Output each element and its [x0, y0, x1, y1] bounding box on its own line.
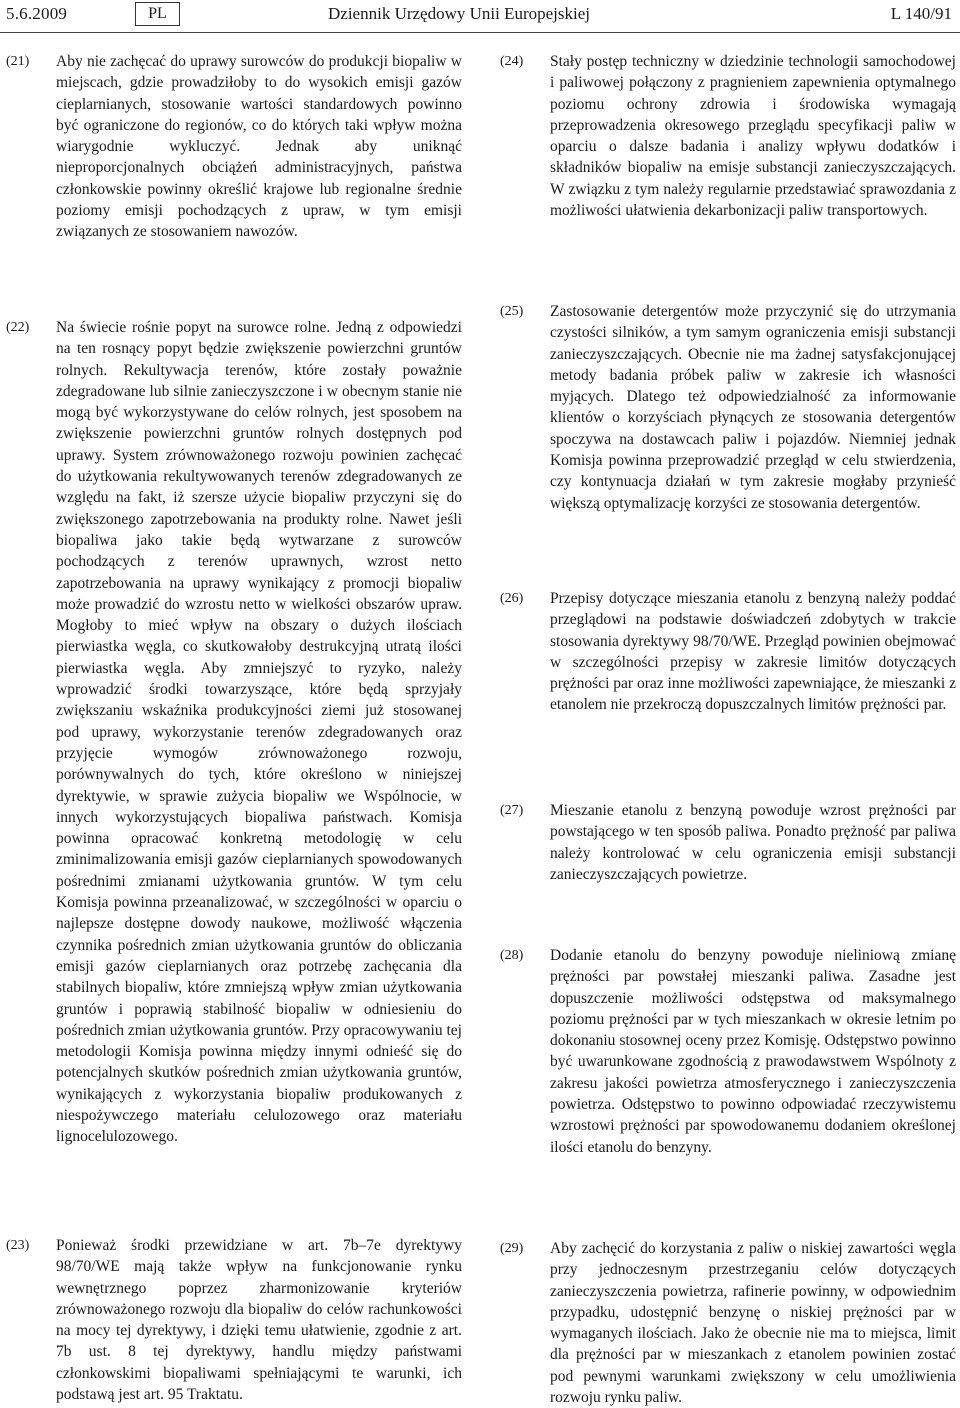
recital-number: (28)	[500, 948, 524, 963]
recital-number: (23)	[6, 1238, 30, 1253]
recital-number: (25)	[500, 304, 524, 319]
recital-text: Aby nie zachęcać do uprawy surowców do produkcji biopaliw w miejscach, gdzie prowadziłoby to do wysokich emisji gazów cieplarnianych, stosowanie wartości standardowych powinno być ograniczone do regionów, co do których taki wpływ można wiarygodnie wykluczyć. Jednak aby uniknąć nieproporcjonalnych obciążeń administracyjnych, państwa członkowskie powinny określić krajowe lub regionalne średnie poziomy emisji pochodzących z upraw, w tym emisji związanych ze stosowaniem nawozów.	[56, 53, 462, 241]
publication-date: 5.6.2009	[6, 4, 68, 23]
recital-text: Ponieważ środki przewidziane w art. 7b–7e dyrektywy 98/70/WE mają także wpływ na funkcjonowanie rynku wewnętrznego poprzez zharmonizowanie kryteriów zrównoważonego rozwoju dla biopaliw do celów rachunkowości na mocy tej dyrektywy, i dzięki temu ułatwienie, zgodnie z art. 7b ust. 8 tej dyrektywy, handlu między państwami członkowskimi biopaliwami spełniającymi te warunki, ich podstawą jest art. 95 Traktatu.	[56, 1237, 462, 1404]
recital-text: Na świecie rośnie popyt na surowce rolne. Jedną z odpowiedzi na ten rosnący popyt będzie zwiększenie powierzchni gruntów rolnych. Rekultywacja terenów, które zostały poważnie zdegradowane lub silnie zanieczyszczone i w obecnym stanie nie mogą być wykorzystywane do celów rolnych, jest sposobem na zwiększenie powierzchni gruntów rolnych dostępnych pod uprawy. System zrównoważonego rozwoju powinien zachęcać do użytkowania rekultywowanych terenów zdegradowanych ze względu na fakt, iż szersze użycie biopaliw przyczyni się do zwiększonego zapotrzebowania na produkty rolne. Nawet jeśli biopaliwa jako takie będą wytwarzane z surowców pochodzących z terenów uprawnych, wzrost netto zapotrzebowania na uprawy wynikający z promocji biopaliw może prowadzić do wzrostu netto w wielkości obszarów upraw. Mogłoby to mieć wpływ na obszary o dużych ilościach pierwiastka węgla, co skutkowałoby destrukcyjną utratą ilości pierwiastka węgla. Aby zmniejszyć to ryzyko, należy wprowadzić środki towarzyszące, które będą sprzyjały zwiększaniu wskaźnika produkcyjności ziemi już stosowanej pod uprawy, wykorzystanie terenów zdegradowanych oraz przyjęcie wymogów zrównoważonego rozwoju, porównywalnych do tych, które określono w niniejszej dyrektywie, w sprawie zużycia biopaliw we Wspólnocie, w innych wykorzystujących biopaliwa państwach. Komisja powinna opracować konkretną metodologię w celu zminimalizowania emisji gazów cieplarnianych spowodowanych pośrednimi zmianami użytkowania gruntów. W tym celu Komisja powinna przeanalizować, w szczególności w oparciu o najlepsze dostępne dowody naukowe, możliwość włączenia czynnika pośrednich zmian użytkowania gruntów do obliczania emisji gazów cieplarnianych oraz potrzebę zachęcania dla stabilnych biopaliw, które zmniejszą wpływ zmian użytkowania gruntów i poprawią stabilność biopaliw w odniesieniu do pośrednich zmian użytkowania gruntów. Przy opracowywaniu tej metodologii Komisja powinna między innymi odnieść się do potencjalnych skutków pośrednich zmian użytkowania gruntów, wynikających z wykorzystania biopaliw produkowanych z niespożywczego materiału celulozowego oraz materiału lignocelulozowego.	[56, 319, 462, 1146]
recital-text: Dodanie etanolu do benzyny powoduje nieliniową zmianę prężności par powstałej mieszanki paliwa. Zasadne jest dopuszczenie możliwości odstępstwa od maksymalnego poziomu prężności par w tych mieszankach w okresie letnim po dokonaniu stosownej oceny przez Komisję. Odstępstwo powinno być uwarunkowane zgodnością z prawodawstwem Wspólnoty z zakresu jakości powietrza atmosferycznego i zanieczyszczenia powietrza. Odstępstwo to powinno odpowiadać rzeczywistemu wzrostowi prężności par spowodowanemu dodaniem określonej ilości etanolu do benzyny.	[550, 947, 956, 1156]
recital-number: (27)	[500, 803, 524, 818]
recital-text: Aby zachęcić do korzystania z paliw o niskiej zawartości węgla przy jednoczesnym przestrzeganiu celów dotyczących zanieczyszczenia powietrza, rafinerie powinny, w odpowiednim przypadku, udostępnić benzynę o niskiej prężności par w wymaganych ilościach. Jako że obecnie nie ma to miejsca, limit dla prężności par w mieszankach z etanolem powinien zostać pod pewnymi warunkami zwiększony w celu umożliwienia rozwoju rynku paliw.	[550, 1240, 956, 1407]
header-rule	[0, 32, 960, 33]
recital-text: Stały postęp techniczny w dziedzinie technologii samochodowej i paliwowej połączony z pragnieniem zapewnienia optymalnego poziomu ochrony zdrowia i środowiska wymagają przeprowadzenia okresowego przeglądu specyfikacji paliw w oparciu o dalsze badania i analizy wpływu dodatków i składników biopaliw na emisje substancji zanieczyszczających. W związku z tym należy regularnie przedstawiać sprawozdania z możliwości ułatwienia dekarbonizacji paliw transportowych.	[550, 53, 956, 220]
language-badge: PL	[135, 2, 180, 26]
recital-text: Mieszanie etanolu z benzyną powoduje wzrost prężności par powstającego w ten sposób paliwa. Ponadto prężność par paliwa należy kontrolować w celu ograniczenia emisji substancji zanieczyszczających powietrze.	[550, 802, 956, 883]
page-reference: L 140/91	[890, 4, 952, 23]
recital-number: (29)	[500, 1241, 524, 1256]
recital-number: (22)	[6, 320, 30, 335]
page-header	[0, 0, 960, 30]
recital-number: (21)	[6, 54, 30, 69]
recital-text: Zastosowanie detergentów może przyczynić się do utrzymania czystości silników, a tym samym ograniczenia emisji substancji zanieczyszczających. Obecnie nie ma żadnej satysfakcjonującej metody badania próbek paliw w zakresie ich własności myjących. Dlatego też odpowiedzialność za informowanie klientów o korzyściach płynących ze stosowania detergentów spoczywa na dostawcach paliw i pojazdów. Niemniej jednak Komisja powinna przeprowadzić przegląd w celu stwierdzenia, czy kontynuacja działań w tym zakresie mogłaby przynieść większą optymalizację korzyści ze stosowania detergentów.	[550, 303, 956, 512]
recital-text: Przepisy dotyczące mieszania etanolu z benzyną należy poddać przeglądowi na podstawie doświadczeń zdobytych w trakcie stosowania dyrektywy 98/70/WE. Przegląd powinien obejmować w szczególności przepisy w zakresie limitów dotyczących prężności par oraz inne możliwości zapewniające, że mieszanki z etanolem nie przekroczą dopuszczalnych limitów prężności par.	[550, 590, 956, 714]
recital-number: (26)	[500, 591, 524, 606]
recital-number: (24)	[500, 54, 524, 69]
journal-title: Dziennik Urzędowy Unii Europejskiej	[328, 4, 591, 23]
